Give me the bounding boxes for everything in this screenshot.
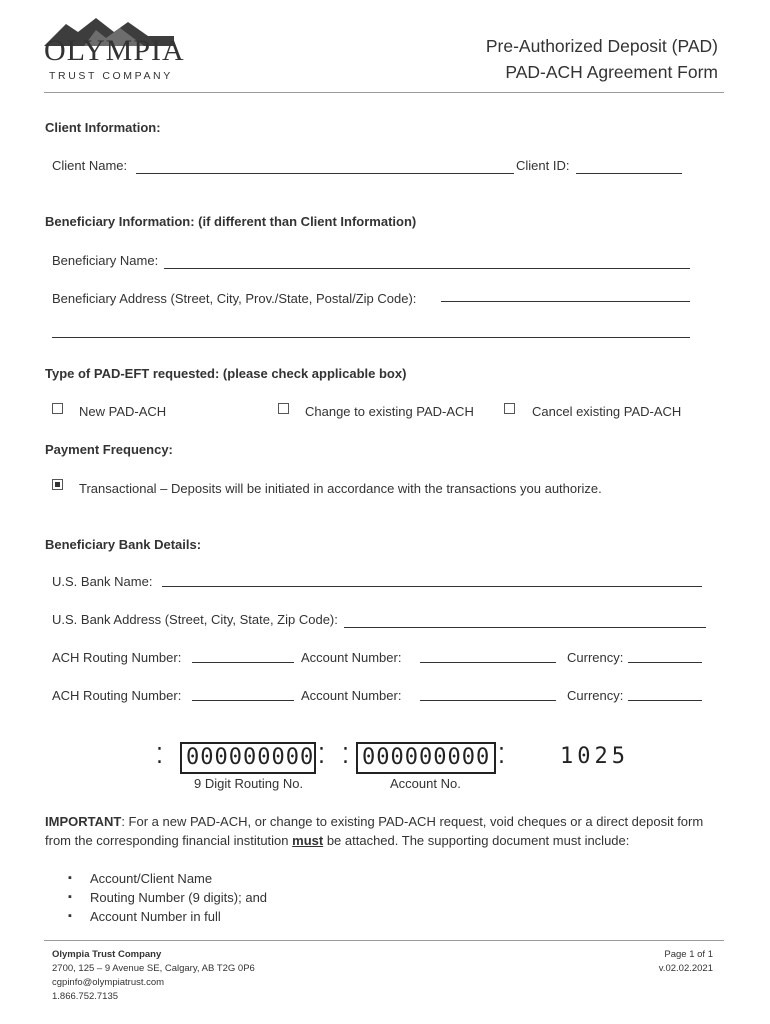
list-item: ▪ Account Number in full: [68, 907, 267, 926]
important-text-after: be attached. The supporting document must include:: [323, 833, 630, 848]
transactional-checkbox[interactable]: [52, 479, 63, 490]
beneficiary-address-label: Beneficiary Address (Street, City, Prov./State, Postal/Zip Code):: [52, 291, 417, 306]
beneficiary-name-label: Beneficiary Name:: [52, 253, 159, 268]
list-item: ▪ Routing Number (9 digits); and: [68, 888, 267, 907]
footer-address: 2700, 125 – 9 Avenue SE, Calgary, AB T2G 0P6: [52, 963, 255, 974]
beneficiary-address-field[interactable]: [441, 301, 690, 302]
client-name-label: Client Name:: [52, 158, 128, 173]
bank-details-heading: Beneficiary Bank Details:: [45, 537, 202, 552]
logo-name: OLYMPIA: [44, 34, 185, 67]
transactional-label: Transactional – Deposits will be initiated in accordance with the transactions you authorize.: [79, 481, 602, 496]
bank-address-field[interactable]: [344, 627, 706, 628]
cancel-pad-ach-label: Cancel existing PAD-ACH: [532, 404, 682, 419]
footer-page-number: Page 1 of 1: [664, 949, 713, 960]
footer-contact: [52, 948, 255, 1004]
micr-transit-symbol-icon: ⁚: [318, 744, 325, 769]
account-number-box: 000000000: [356, 742, 496, 774]
change-pad-ach-checkbox[interactable]: [278, 403, 289, 414]
footer-version: v.02.02.2021: [658, 963, 713, 974]
micr-transit-symbol-icon: ⁚: [156, 744, 163, 769]
header-divider: [44, 92, 724, 93]
new-pad-ach-checkbox[interactable]: [52, 403, 63, 414]
bank-address-label: U.S. Bank Address (Street, City, State, Zip Code):: [52, 612, 338, 627]
routing-number-box: 000000000: [180, 742, 316, 774]
routing-number-caption: 9 Digit Routing No.: [194, 776, 304, 791]
logo-subtitle: TRUST COMPANY: [49, 70, 173, 82]
cancel-pad-ach-checkbox[interactable]: [504, 403, 515, 414]
client-id-field[interactable]: [576, 173, 682, 174]
client-section-heading: Client Information:: [45, 120, 161, 135]
bank-name-field[interactable]: [162, 586, 702, 587]
footer-phone: 1.866.752.7135: [52, 991, 119, 1002]
form-title-line-2: PAD-ACH Agreement Form: [505, 62, 718, 82]
beneficiary-section-heading: Beneficiary Information: (if different than Client Information): [45, 214, 417, 229]
important-notice: [45, 812, 725, 850]
form-title-line-1: Pre-Authorized Deposit (PAD): [485, 36, 718, 56]
cheque-number: 1025: [560, 744, 629, 769]
ach-routing-label-2: ACH Routing Number:: [52, 688, 182, 703]
important-text-before: : For a new PAD-ACH, or change to existing PAD-ACH request, void cheques or a direct deposit form from the corresponding financial institution: [45, 814, 704, 848]
supporting-document-list: [68, 869, 267, 926]
beneficiary-address-field-line-2[interactable]: [52, 337, 690, 338]
cheque-micr-line: [150, 742, 630, 776]
bank-name-label: U.S. Bank Name:: [52, 574, 153, 589]
currency-field-1[interactable]: [628, 662, 702, 663]
currency-label-2: Currency:: [567, 688, 624, 703]
footer-company: Olympia Trust Company: [52, 949, 162, 960]
beneficiary-name-field[interactable]: [164, 268, 690, 269]
client-name-field[interactable]: [136, 173, 514, 174]
footer-page-info: [659, 948, 713, 976]
ach-routing-label-1: ACH Routing Number:: [52, 650, 182, 665]
micr-on-us-symbol-icon: ⁚: [342, 744, 349, 769]
client-id-label: Client ID:: [516, 158, 570, 173]
payment-frequency-heading: Payment Frequency:: [45, 442, 173, 457]
footer-email[interactable]: cgpinfo@olympiatrust.com: [52, 977, 165, 988]
account-number-field-2[interactable]: [420, 700, 556, 701]
change-pad-ach-label: Change to existing PAD-ACH: [305, 404, 474, 419]
account-number-field-1[interactable]: [420, 662, 556, 663]
ach-routing-field-1[interactable]: [192, 662, 294, 663]
list-item: ▪ Account/Client Name: [68, 869, 267, 888]
currency-field-2[interactable]: [628, 700, 702, 701]
currency-label-1: Currency:: [567, 650, 624, 665]
account-number-label-1: Account Number:: [301, 650, 402, 665]
pad-type-section-heading: Type of PAD-EFT requested: (please check applicable box): [45, 366, 407, 381]
account-number-label-2: Account Number:: [301, 688, 402, 703]
important-must: must: [292, 833, 324, 848]
account-number-caption: Account No.: [390, 776, 461, 791]
footer-divider: [44, 940, 724, 941]
new-pad-ach-label: New PAD-ACH: [79, 404, 167, 419]
ach-routing-field-2[interactable]: [192, 700, 294, 701]
micr-on-us-symbol-icon: ⁚: [498, 744, 505, 769]
important-lead: IMPORTANT: [45, 814, 122, 829]
